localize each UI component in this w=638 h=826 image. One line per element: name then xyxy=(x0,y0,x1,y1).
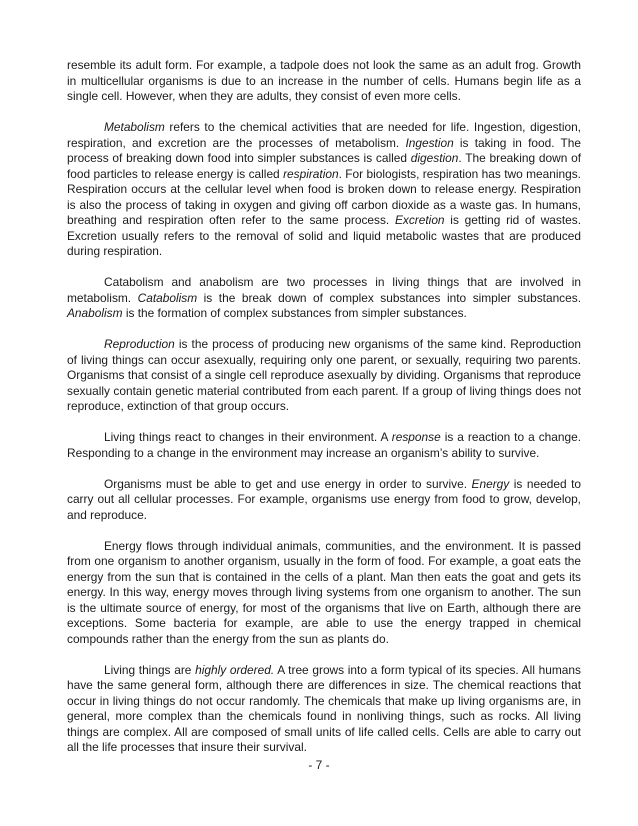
italic-term: Catabolism xyxy=(137,290,198,305)
text-run: is the formation of complex substances from simpler substances. xyxy=(122,306,467,320)
text-run: . For biologists, respiration has two meanings. Respiration occurs at the cellular level when food is broken down to release energy. Respiration is also the process of taking in oxygen and giving off carbon dioxide as a waste gas. In humans, breathing and respiration often refer to the same process. xyxy=(67,166,581,227)
text-run: . The breaking down of food particles to release energy is called xyxy=(67,151,581,181)
text-run: is the process of producing new organisms of the same kind. Reproduction of living things can occur asexually, requiring only one parent, or sexually, requiring two parents. Organisms that consist of a single cell reproduce asexually by dividing. Organisms that reproduce sexually contain genetic material contributed from each parent. If a group of living things does not reproduce, extinction of that group occurs. xyxy=(67,337,581,413)
text-run: is the break down of complex substances into simpler substances. xyxy=(197,290,581,305)
italic-term: response xyxy=(391,430,441,444)
italic-term: Anabolism xyxy=(67,306,123,320)
italic-term: Energy xyxy=(471,476,510,491)
italic-term: Ingestion xyxy=(405,135,454,150)
italic-term: Excretion xyxy=(394,213,445,227)
document-page xyxy=(67,58,581,771)
paragraph xyxy=(67,275,581,322)
text-run: is taking in food. The process of breaking down food into simpler substances is called xyxy=(67,135,581,165)
text-run: Energy flows through individual animals, communities, and the environment. It is passed from one organism to another organism, usually in the form of food. For example, a goat eats the energy from the sun that is contained in the cells of a plant. Man then eats the goat and gets its energy. In this way, energy moves through living systems from one organism to another. The sun is the ultimate source of energy, for most of the organisms that live on Earth, although there are exceptions. Some bacteria for example, are able to use the energy trapped in chemical compounds rather than the energy from the sun as plants do. xyxy=(67,538,581,646)
paragraph xyxy=(67,477,581,524)
italic-term: digestion xyxy=(410,151,459,165)
text-run: refers to the chemical activities that are needed for life. Ingestion, digestion, respiration, and excretion are the processes of metabolism. xyxy=(67,120,581,150)
text-run: Living things are xyxy=(104,662,196,677)
italic-term: Reproduction xyxy=(104,337,175,351)
text-run: is getting rid of wastes. Excretion usually refers to the removal of solid and liquid metabolic wastes that are produced during respiration. xyxy=(67,213,582,258)
text-run: is needed to carry out all cellular processes. For example, organisms use energy from food to grow, develop, and reproduce. xyxy=(67,476,582,522)
paragraph xyxy=(67,337,581,415)
italic-term: Metabolism xyxy=(104,120,165,134)
text-run: Catabolism and anabolism are two processes in living things that are involved in metabolism. xyxy=(67,275,581,305)
text-run: resemble its adult form. For example, a tadpole does not look the same as an adult frog. Growth in multicellular organisms is due to an increase in the number of cells. Humans begin life as a single cell. However, when they are adults, they consist of even more cells. xyxy=(67,58,581,103)
paragraph xyxy=(67,120,581,260)
italic-term: highly ordered. xyxy=(195,662,275,677)
text-run: is a reaction to a change. Responding to a change in the environment may increase an organism’s ability to survive. xyxy=(67,430,582,460)
page-number: - 7 - xyxy=(308,758,330,772)
italic-term: respiration xyxy=(283,166,339,181)
paragraph xyxy=(67,430,581,461)
paragraph xyxy=(67,58,581,105)
text-run: Organisms must be able to get and use energy in order to survive. xyxy=(104,476,472,491)
text-run: A tree grows into a form typical of its species. All humans have the same general form, although there are differences in size. The chemical reactions that occur in living things do not occur randomly. The chemicals that make up living organisms are, in general, more complex than the chemicals found in nonliving things, such as rocks. All living things are complex. All are composed of small units of life called cells. Cells are able to carry out all the life processes that insure their survival. xyxy=(67,662,581,754)
paragraph xyxy=(67,539,581,648)
text-run: Living things react to changes in their environment. A xyxy=(104,430,392,444)
paragraph xyxy=(67,663,581,756)
